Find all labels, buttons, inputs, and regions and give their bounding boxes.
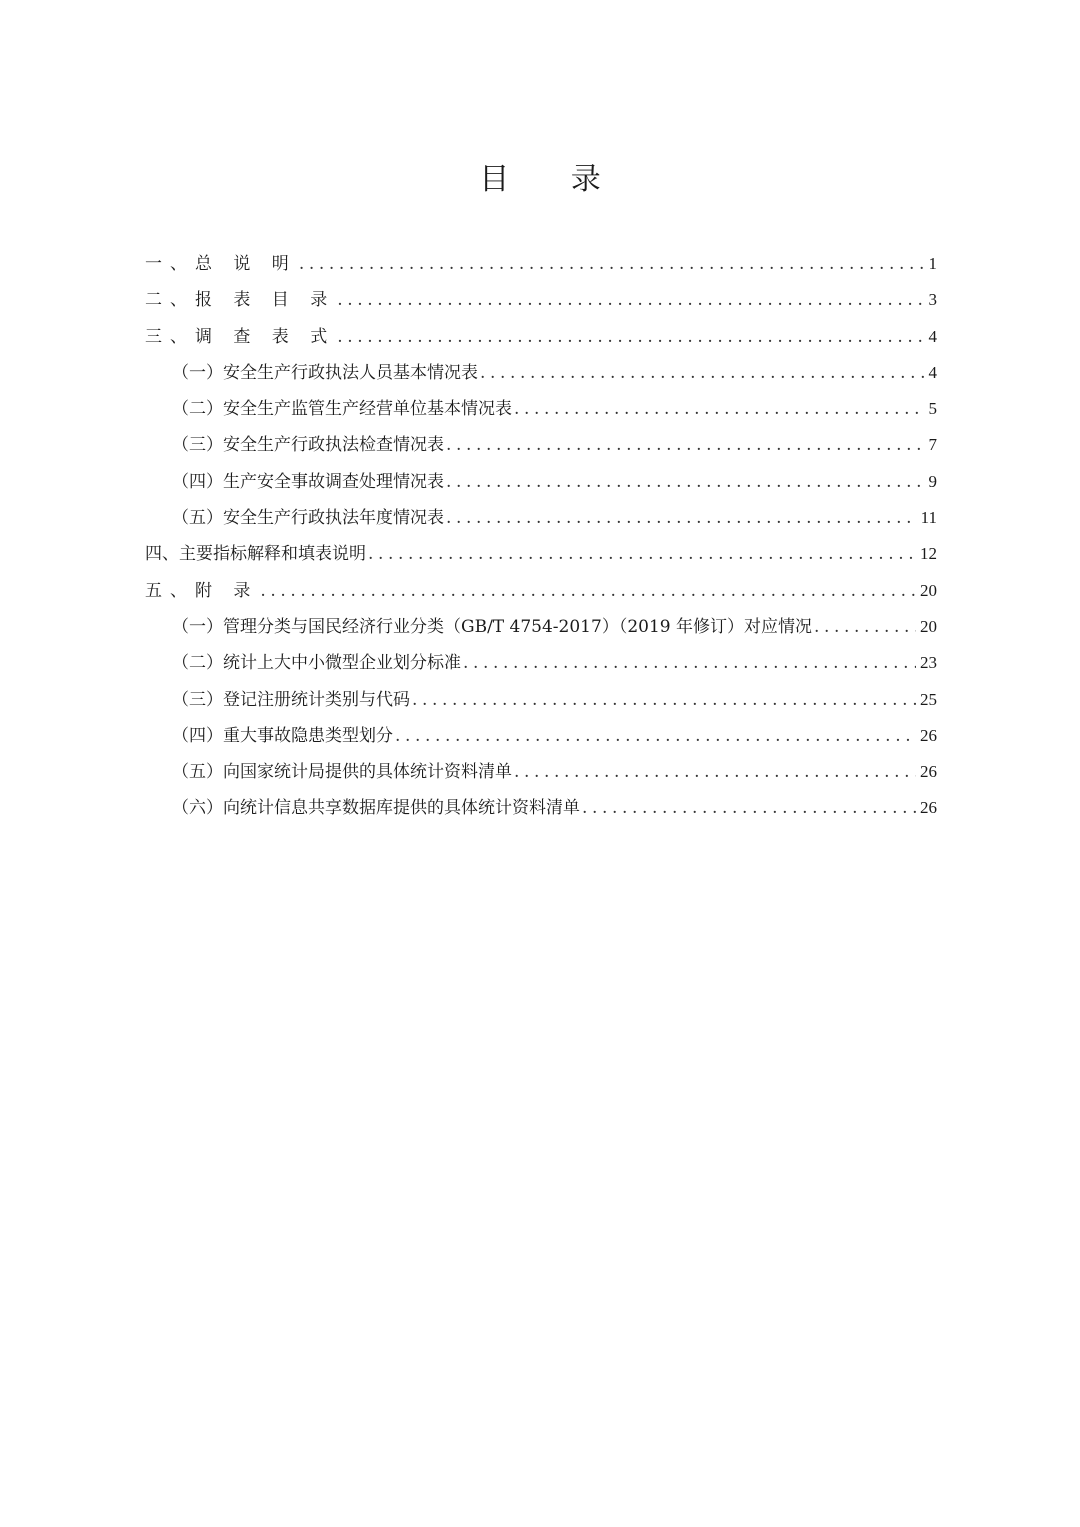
toc-entry-label: （二）安全生产监管生产经营单位基本情况表 bbox=[172, 399, 512, 420]
toc-entry[interactable] bbox=[145, 319, 937, 355]
toc-page-number: 26 bbox=[920, 725, 937, 745]
toc-entry-label: 五、附 录 bbox=[145, 580, 259, 601]
toc-entry-label: （三）安全生产行政执法检查情况表 bbox=[172, 435, 444, 456]
toc-dot-leader bbox=[446, 427, 925, 463]
toc-dot-leader bbox=[299, 246, 925, 282]
toc-entry-label: （二）统计上大中小微型企业划分标准 bbox=[172, 653, 461, 674]
toc-entry[interactable] bbox=[145, 246, 937, 282]
toc-page-number: 5 bbox=[928, 399, 937, 419]
toc-dot-leader bbox=[514, 754, 916, 790]
toc-entry[interactable] bbox=[145, 355, 937, 391]
toc-dot-leader bbox=[446, 464, 925, 500]
toc-entry[interactable] bbox=[145, 754, 937, 790]
toc-dot-leader bbox=[395, 718, 916, 754]
toc-page-number: 7 bbox=[928, 435, 937, 455]
toc-dot-leader bbox=[412, 682, 916, 718]
toc-entry[interactable] bbox=[145, 573, 937, 609]
toc-page-number: 9 bbox=[928, 471, 937, 491]
toc-page-number: 20 bbox=[920, 616, 937, 636]
toc-page-number: 4 bbox=[928, 362, 937, 382]
toc-page-number: 26 bbox=[920, 798, 937, 818]
toc-dot-leader bbox=[814, 609, 916, 645]
toc-page-number: 25 bbox=[920, 689, 937, 709]
toc-dot-leader bbox=[480, 355, 925, 391]
toc-entry[interactable] bbox=[145, 645, 937, 681]
toc-dot-leader bbox=[514, 391, 925, 427]
toc-page-number: 23 bbox=[920, 653, 937, 673]
toc-entry[interactable] bbox=[145, 718, 937, 754]
toc-entry-label: （四）生产安全事故调查处理情况表 bbox=[172, 471, 444, 492]
toc-entry[interactable] bbox=[145, 609, 937, 645]
toc-dot-leader bbox=[463, 645, 916, 681]
toc-entry[interactable] bbox=[145, 391, 937, 427]
toc-dot-leader bbox=[337, 282, 924, 318]
toc-entry-label: （三）登记注册统计类别与代码 bbox=[172, 689, 410, 710]
toc-entry-label: （五）安全生产行政执法年度情况表 bbox=[172, 508, 444, 529]
toc-entry-label: （六）向统计信息共享数据库提供的具体统计资料清单 bbox=[172, 798, 580, 819]
toc-entry[interactable] bbox=[145, 790, 937, 826]
toc-dot-leader bbox=[337, 319, 924, 355]
toc-entry-label: 一、总 说 明 bbox=[145, 254, 297, 274]
toc-entry-label: （一）安全生产行政执法人员基本情况表 bbox=[172, 362, 478, 383]
toc-entry-label: 四、主要指标解释和填表说明 bbox=[145, 544, 366, 565]
toc-page-number: 20 bbox=[920, 580, 937, 600]
toc-dot-leader bbox=[446, 500, 917, 536]
toc-entry[interactable] bbox=[145, 282, 937, 318]
toc-entry[interactable] bbox=[145, 500, 937, 536]
toc-dot-leader bbox=[582, 790, 916, 826]
toc-entry[interactable] bbox=[145, 536, 937, 572]
toc-entry-label: （五）向国家统计局提供的具体统计资料清单 bbox=[172, 762, 512, 783]
toc-page-number: 4 bbox=[928, 326, 937, 346]
toc-dot-leader bbox=[260, 573, 916, 609]
toc-entry-label: （一）管理分类与国民经济行业分类（GB/T 4754-2017）（2019 年修订）对应情况 bbox=[172, 616, 812, 637]
toc-entry[interactable] bbox=[145, 427, 937, 463]
toc-page-number: 26 bbox=[920, 762, 937, 782]
toc-entry-label: 三、调 查 表 式 bbox=[145, 326, 336, 347]
toc-dot-leader bbox=[368, 536, 916, 572]
toc-entry[interactable] bbox=[145, 682, 937, 718]
toc-entry[interactable] bbox=[145, 464, 937, 500]
page-title: 目 录 bbox=[479, 162, 627, 197]
toc-page-number: 12 bbox=[920, 544, 937, 564]
toc-page-number: 11 bbox=[920, 508, 937, 528]
toc-page-number: 1 bbox=[928, 254, 937, 273]
table-of-contents bbox=[145, 246, 937, 827]
toc-entry-label: 二、报 表 目 录 bbox=[145, 290, 336, 311]
toc-page-number: 3 bbox=[928, 290, 937, 310]
toc-entry-label: （四）重大事故隐患类型划分 bbox=[172, 725, 393, 746]
